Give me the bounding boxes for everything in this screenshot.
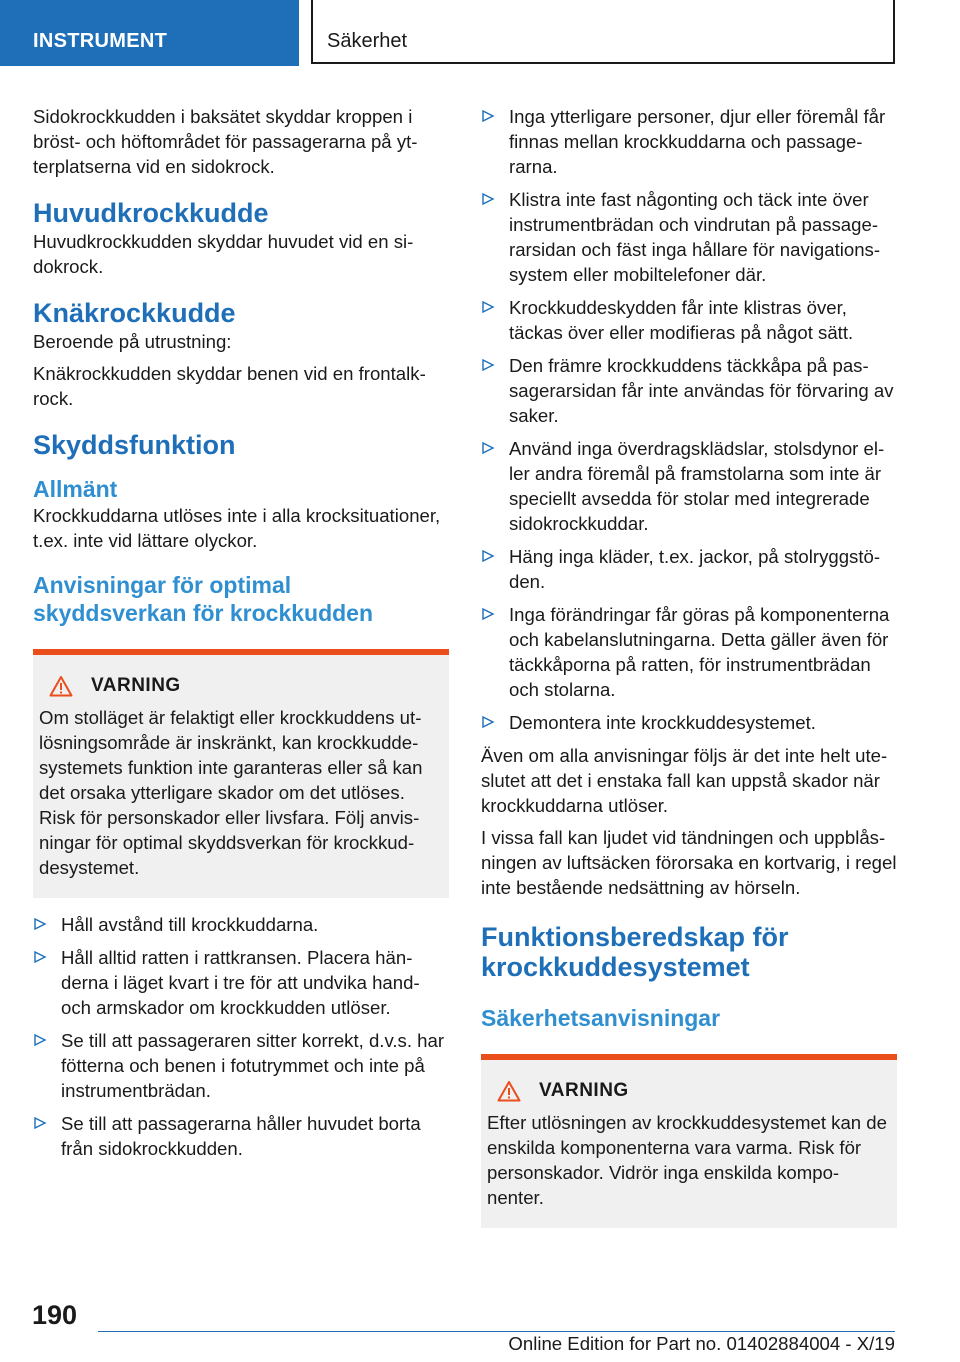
chapter-tab: INSTRUMENT [0,0,299,66]
warning-text: Efter utlösningen av krockkuddesystemet kan de enskilda komponenterna vara varma. Risk för personskador. Vidrör inga enskilda komponenter. [487,1112,887,1208]
list-item: Håll avstånd till krockkuddarna. [33,912,449,937]
list-item: Demontera inte krockkuddesystemet. [481,710,897,735]
warning-header [39,673,441,699]
heading-general: Allmänt [33,476,118,502]
triangle-right-icon [33,1033,47,1047]
warning-title: VARNING [91,675,181,696]
triangle-right-icon [33,1116,47,1130]
triangle-right-icon [481,109,495,123]
triangle-right-icon [481,300,495,314]
list-item: Häng inga kläder, t.ex. jackor, på stolryggstöden. [481,544,897,594]
left-bullet-list [33,912,449,1161]
triangle-right-icon [481,441,495,455]
page-number: 190 [32,1300,78,1330]
list-item: Se till att passagerarna håller huvudet borta från sidokrockkudden. [33,1111,449,1161]
list-item: Den främre krockkuddens täckkåpa på passagerarsidan får inte användas för förvaring av saker. [481,353,897,428]
warning-triangle-icon [39,673,83,699]
paragraph-residual-risk: Även om alla anvisningar följs är det inte helt uteslutet att det i enstaka fall kan uppstå skador när krockkuddarna utlöser. [481,745,888,816]
list-item: Klistra inte fast någonting och täck inte över instrumentbrädan och vindrutan på passagerarsidan och fäst inga hållare för navigationssystem eller mobiltelefoner där. [481,187,897,287]
left-column [33,104,449,1169]
heading-readiness: Funktionsberedskap för krockkuddesystemet [481,922,789,982]
triangle-right-icon [33,950,47,964]
warning-header [487,1078,889,1104]
triangle-right-icon [481,192,495,206]
footer-edition: Online Edition for Part no. 01402884004 - X/19 [508,1333,895,1354]
list-item: Håll alltid ratten i rattkransen. Placera händerna i läget kvart i tre för att undvika hand- och armskador om krockkudden utlöser. [33,945,449,1020]
paragraph-hearing: I vissa fall kan ljudet vid tändningen och uppblåsningen av luftsäcken förorsaka en kortvarig, i regel inte bestående nedsättning av hörseln. [481,827,897,898]
heading-knee-airbag: Knäkrockkudde [33,298,236,328]
triangle-right-icon [481,549,495,563]
section-title: Säkerhet [311,0,895,64]
heading-safety-notes: Säkerhetsanvisningar [481,1005,721,1031]
warning-box [33,649,449,898]
list-item: Krockkuddeskydden får inte klistras över, täckas över eller modifieras på något sätt. [481,295,897,345]
triangle-right-icon [481,358,495,372]
triangle-right-icon [481,607,495,621]
knee-airbag-text: Knäkrockkudden skyddar benen vid en frontalkrock. [33,363,426,409]
knee-equipment-note: Beroende på utrustning: [33,331,232,352]
warning-box [481,1054,897,1228]
right-bullet-list [481,104,897,735]
footer-rule [98,1331,895,1332]
list-item: Se till att passageraren sitter korrekt, d.v.s. har fötterna och benen i fotutrymmet och inte på instrumentbrädan. [33,1028,449,1103]
list-item: Inga förändringar får göras på komponenterna och kabelanslutningarna. Detta gäller även för täckkåporna på ratten, för instrumentbrädan och stolarna. [481,602,897,702]
list-item: Använd inga överdragsklädslar, stolsdynor eller andra föremål på framstolarna som inte är speciellt avsedda för stolar med integrerade sidokrockkuddar. [481,436,897,536]
heading-protective-function: Skyddsfunktion [33,430,236,460]
triangle-right-icon [481,715,495,729]
warning-text: Om stolläget är felaktigt eller krockkuddens utlösningsområde är inskränkt, kan krockkuddesystemets funktion inte garanteras eller så kan det orsaka ytterligare skador om det utlöses. Risk för personskador eller livsfara. Följ anvisningar för optimal skyddsverkan för krockkuddesystemet. [39,707,423,878]
triangle-right-icon [33,917,47,931]
right-column [481,104,897,1228]
heading-head-airbag: Huvudkrockkudde [33,198,269,228]
warning-title: VARNING [539,1080,629,1101]
heading-instructions: Anvisningar för optimal skyddsverkan för krockkudden [33,572,374,626]
list-item: Inga ytterligare personer, djur eller föremål får finnas mellan krockkuddarna och passagerarna. [481,104,897,179]
warning-triangle-icon [487,1078,531,1104]
general-text: Krockkuddarna utlöses inte i alla krocksituationer, t.ex. inte vid lättare olyckor. [33,505,441,551]
intro-paragraph: Sidokrockkudden i baksätet skyddar kroppen i bröst- och höftområdet för passagerarna på ytterplatserna vid en sidokrock. [33,106,418,177]
head-airbag-text: Huvudkrockkudden skyddar huvudet vid en sidokrock. [33,231,414,277]
